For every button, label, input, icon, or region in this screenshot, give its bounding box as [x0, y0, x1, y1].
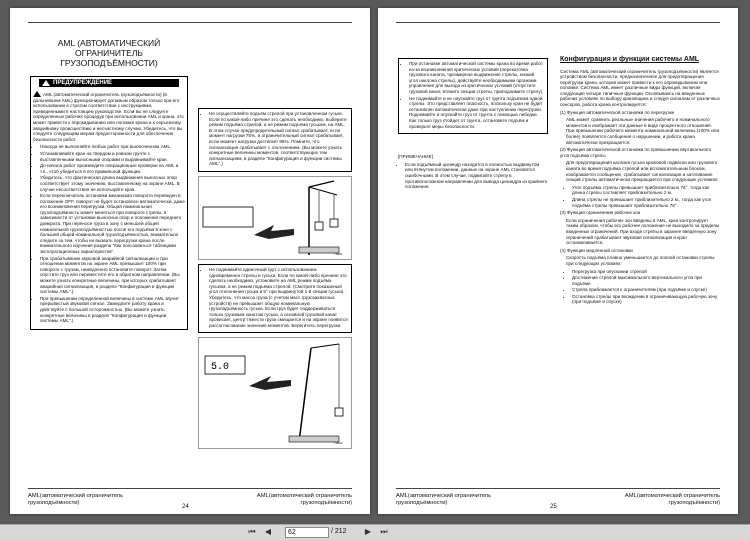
crane-boom-illustration	[199, 177, 351, 257]
function-body: Для предотвращения касания гуська крюковой подвески или грузового каната во время подъёма стрелой или вспомогательным блоком, изображается сообщение, срабатывает сигнализация и затягивание секций стрелы автоматически прекращается при следующих условиях:	[566, 160, 719, 183]
page-number: 25	[550, 504, 557, 510]
warning-intro: AML (автоматический ограничитель грузоподъёмности) (в дальнейшем AML) функционирует должным образом только при его использовании в строгом соответствии с инструкциями, приведенными в настоящем руководстве. Если вы не следуете определенных рабочих процедур при использовании AML и крана, это может привести к опрокидыванию или поломке крана и к серьезному аварийному происшествию и несчастному случаю. Убедитесь, что вы следуете следующим мерам предосторожности для обеспечения безопасности работ.	[33, 92, 184, 142]
list-item: • Достижение стрелой максимального вертикального угла при подъёме	[572, 275, 720, 286]
section-title: AML (АВТОМАТИЧЕСКИЙ ОГРАНИЧИТЕЛЬ ГРУЗОПОДЪЁМНОСТИ)	[57, 38, 161, 68]
page-footer: AML(автоматический ограничитель грузоподъёмности)	[256, 493, 352, 506]
list-item: • Угол подъёма стрелы превышает приблизительно 76°, тогда как длина стрелы составляет приблизительно 2 м.	[572, 185, 720, 196]
list-item: • При превышении определенной величины в системе AML звучит прерывистый звуковой сигнал. Замедлите работу крана и действуйте с большой осторожностью. (Вы можете узнать конкретные величины в разделе "Конфигурация и функции системы AML".)	[40, 296, 185, 324]
list-item: • Если подъёмный цилиндр находится в полностью выдвинутом или втянутом положении, данные на экране AML становятся ошибочными. В этом случае, подвигайте стрелу в противоположном направлении для вывода цилиндра из крайнего положения.	[405, 162, 548, 190]
function-body: AML может сравнить реальные значения рабочего и номинального моментов и изображает эти данные в виде процентного отношения. При превышении рабочего момента номинальной величины (100% или более) появляется сообщение о нарушении, и работа крана автоматически прекращается.	[566, 117, 720, 145]
page-footer: AML(автоматический ограничитель грузоподъёмности)	[624, 493, 720, 506]
list-item: • Стрела приближается к ограничителям (при подъёме и спуске)	[572, 287, 720, 293]
crane-figure-1	[198, 176, 352, 260]
list-item: • Остановка стрелы при вхождении в ограничивающую рабочую зону (при подъёме и спуске)	[572, 294, 720, 305]
right-column	[560, 56, 720, 307]
footer-rule	[396, 488, 720, 489]
list-item: • Не поднимайте одиночный груз с использованием одновременно стрелы и гуська. Если по какой-либо причине это сделать необходимо, установите на AML режим подъёма гуськом, а не режим подъёма стрелой. (Смотрите показанный угол отклонения гуська в 5° при выдвинутой 1-й секции гуська). Убедитесь, что масса груза (с учетом масс грузозахватных устройств) не превышает общую номинальную грузоподъёмность гуська. Если груз будет поддерживаться только грузовым канатом гуська, а основной грузовой канат провисает, центр тяжести груза смещается и на экране появится рассогласование значения моментов. Берегитесь перегрузки.	[209, 267, 348, 329]
left-page	[10, 8, 370, 514]
crane-jib-illustration	[199, 338, 351, 446]
caution-block	[398, 58, 548, 134]
list-item: • Никогда не выполняйте любых работ при выключенном AML.	[40, 144, 185, 150]
function-heading: (4) Функция медленной остановки	[560, 247, 633, 253]
header-rule	[396, 22, 720, 23]
list-item: • До начала работ произведите операционные проверки на AML и т.п., чтоб убедиться в его правильной функции.	[40, 163, 185, 174]
function-heading: (2) Функция автоматической остановки по превышению вертикального угла подъёма стрелы	[560, 147, 712, 158]
config-intro: Система AML (автоматический ограничитель грузоподъёмности) является устройством безопасности, предназначенное для предотвращения перегрузки крана, которая может привести к его опрокидыванию или поломке. Система AML имеет различные виды функций, включая следующие четыре типичные функции. Основываясь на введенных рабочих условиях по выбору крановщика и следуя сигналам от различных сенсоров, работа крана контролируется:	[560, 68, 720, 108]
list-item: • При остановке автоматической системы крана во время работ из-за возникновения критических условий (перекаточка грузового каната, чрезмерное выдвижение стрелы, низкий угол наклона стрелы), действуйте необходимыми органами управления для выхода из критических условий (отпустите грузовой канат, втяните секции стрелы, приподнимите стрелу).	[409, 61, 544, 95]
prev-page-button[interactable]: ◀	[264, 527, 272, 536]
caution-block	[198, 264, 352, 334]
warning-header: ПРЕДУПРЕЖДЕНИЕ	[39, 79, 179, 87]
page-footer: AML(автоматический ограничитель грузоподъёмности)	[28, 493, 124, 506]
list-item: • Не поднимайте и не опускайте груз от грунта подъёмом одной стрелы. Это представляет опасность, поскольку кран не будет остановлен автоматически даже при наступлении перегрузки. Поднимайте и опускайте груз от грунта с помощью лебедки. Как только груз отойдет от грунта, остановите подъём и проверьте меры безопасности.	[409, 96, 544, 130]
function-sublist	[560, 269, 720, 306]
load-display-readout: 5.0	[211, 362, 230, 374]
list-item: • Перегрузка при опускании стрелой	[572, 269, 720, 275]
header-rule	[28, 22, 352, 23]
page-number-input[interactable]: 62	[285, 527, 329, 538]
page-total: / 212	[331, 528, 347, 535]
left-column	[398, 58, 548, 192]
note-label: [ПРИМЕЧАНИЕ]	[398, 154, 433, 160]
function-body: Если ограничения рабочих зон введены в AML, кран контролирует таким образом, чтобы его рабочее положение не выходило за пределы введенных ограничений. При входе стрелы в заранее введенную зону ограничений срабатывает звуковая сигнализация и кран останавливается.	[566, 217, 720, 246]
warning-box	[30, 76, 188, 330]
page-footer: AML(автоматический ограничитель грузоподъёмности)	[396, 493, 492, 506]
function-sublist	[560, 185, 720, 208]
left-column	[30, 38, 188, 330]
list-item: • Убедитесь, что фактическая длина выдвижения выносных опор соответствует этому значению, выставленному на экране AML. В случае несоответствия не используйте кран.	[40, 175, 185, 192]
right-page	[378, 8, 738, 514]
next-page-button[interactable]: ▶	[364, 527, 372, 536]
config-title: Конфигурация и функции системы AML	[560, 56, 700, 63]
last-page-button[interactable]: ⏭	[380, 527, 388, 536]
warning-icon	[33, 91, 41, 97]
first-page-button[interactable]: ⏮	[248, 527, 256, 536]
list-item: • Устанавливайте кран на твердом и ровном грунте с выставленными выносными опорами и выравнивайте кран.	[40, 151, 185, 162]
figure-code: T0001	[334, 251, 343, 256]
crane-figure-2	[198, 337, 352, 449]
right-column	[198, 108, 352, 453]
figure-code: T0002	[334, 441, 343, 446]
function-body: Скорость подъёма плавно уменьшается до полной остановки стрелы при следующих условиях:	[566, 255, 715, 266]
footer-rule	[28, 488, 352, 489]
function-heading: (1) Функция автоматической остановки по перегрузке	[560, 109, 675, 115]
list-item: • Длина стрелы не превышает приблизительно 2 м., тогда как угол подъёма стрелы превышает приблизительно 76°.	[572, 197, 720, 208]
page-number: 24	[182, 504, 189, 510]
note-list	[398, 162, 548, 190]
warning-list	[33, 144, 185, 323]
list-item: • При срабатывании звуковой аварийной сигнализации и при отношении моментов на экране AML превышает 100% при повороте с грузом, немедленно остановите поворот. Затем опустите груз или переместите его в обратном направлении. (Вы можете узнать конкретные величины, при которых срабатывает аварийная сигнализация, в разделе "Конфигурация и функции системы AML".)	[40, 256, 185, 295]
warning-icon	[42, 80, 50, 86]
viewer-toolbar	[0, 524, 750, 540]
function-heading: (3) Функция ограничения рабочих зон	[560, 210, 641, 216]
caution-block	[198, 108, 352, 172]
list-item: • Если переключатель остановки механизма поворота переведен в положение OFF, поворот не будет остановлен автоматически, даже его возникновения перегрузки. Общая номинальная грузоподъёмность может меняться при повороте стрелы, в зависимости от установки выносных опор и положения переднего домкрата. При переносе груза в зону с меньшей общей номинальной грузоподъёмностью после его подъёма в зоне с большей общей номинальной грузоподъёмностью, внимательно следите за тем, чтобы не вызвать перегрузки крана после внимательного изучения раздела "Как пользоваться таблицами эксплуатационных характеристик".	[40, 193, 185, 255]
list-item: • Не осуществляйте подъём стрелой при установленном гуське. Если по какой-либо причине это сделать необходимо, выберите режим подъёма стрелой, а не режим подъёма гуськом, на AML. В этом случае предупредительный сигнал срабатывает, если момент нагрузки 75%, и ограничительный сигнал срабатывает, если момент нагрузки достигает 85%. Помните, что сигнализация срабатывает с отклонением. (Вы можете узнать конкретные величины моментов, соответствующих тем сигнализациям, в разделе "Конфигурация и функции системы AML".)	[209, 111, 348, 167]
